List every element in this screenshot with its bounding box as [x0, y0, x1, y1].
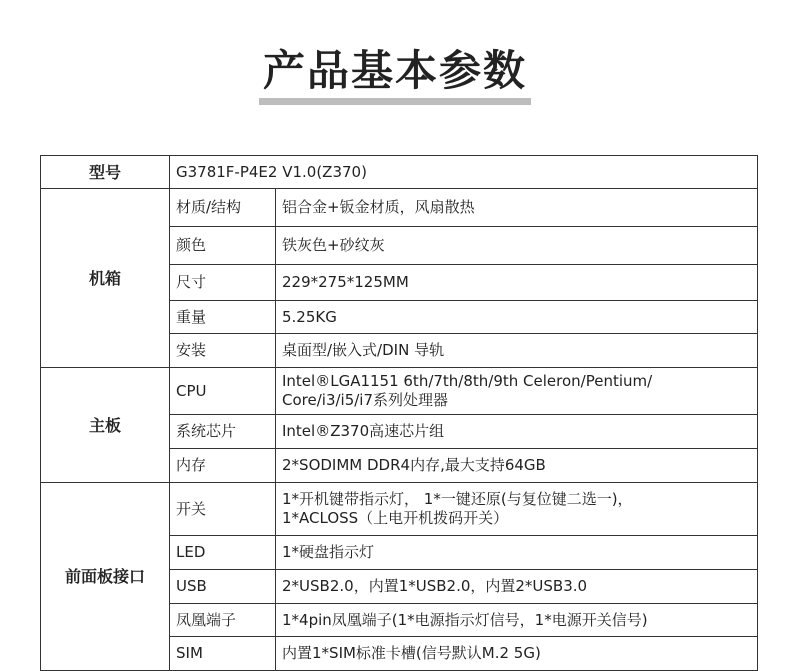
- spec-value: 229*275*125MM: [276, 265, 758, 301]
- spec-key: 尺寸: [170, 265, 276, 301]
- spec-value-line: Intel®LGA1151 6th/7th/8th/9th Celeron/Pentium/: [282, 372, 653, 390]
- spec-key: SIM: [170, 637, 276, 671]
- front-panel-label: 前面板接口: [41, 483, 170, 671]
- spec-value: 桌面型/嵌入式/DIN 导轨: [276, 334, 758, 368]
- spec-value: [276, 368, 758, 415]
- model-label: 型号: [41, 156, 170, 189]
- spec-key: 内存: [170, 449, 276, 483]
- spec-value-line: 1*开机键带指示灯， 1*一键还原(与复位键二选一)，: [282, 490, 633, 508]
- spec-key: 重量: [170, 301, 276, 334]
- chassis-label: 机箱: [41, 189, 170, 368]
- spec-table: [40, 155, 758, 671]
- spec-key: 颜色: [170, 227, 276, 265]
- spec-key: 安装: [170, 334, 276, 368]
- spec-value: 内置1*SIM标准卡槽(信号默认M.2 5G): [276, 637, 758, 671]
- spec-value: 2*SODIMM DDR4内存,最大支持64GB: [276, 449, 758, 483]
- board-label: 主板: [41, 368, 170, 483]
- spec-value: 2*USB2.0，内置1*USB2.0，内置2*USB3.0: [276, 570, 758, 604]
- spec-key: 开关: [170, 483, 276, 536]
- spec-key: 凤凰端子: [170, 604, 276, 637]
- page-title: 产品基本参数: [262, 46, 527, 95]
- spec-key: LED: [170, 536, 276, 570]
- spec-value: [276, 483, 758, 536]
- table-row: [41, 368, 758, 415]
- spec-value: 1*4pin凤凰端子(1*电源指示灯信号，1*电源开关信号): [276, 604, 758, 637]
- spec-value: Intel®Z370高速芯片组: [276, 415, 758, 449]
- table-row: [41, 483, 758, 536]
- spec-key: CPU: [170, 368, 276, 415]
- spec-value: 铁灰色+砂纹灰: [276, 227, 758, 265]
- table-row: [41, 156, 758, 189]
- spec-key: USB: [170, 570, 276, 604]
- spec-value-line: 1*ACLOSS（上电开机拨码开关）: [282, 509, 509, 527]
- spec-key: 系统芯片: [170, 415, 276, 449]
- title-underline: [259, 98, 531, 105]
- spec-value: 1*硬盘指示灯: [276, 536, 758, 570]
- table-row: [41, 189, 758, 227]
- spec-value-line: Core/i3/i5/i7系列处理器: [282, 391, 449, 409]
- spec-value: 铝合金+钣金材质，风扇散热: [276, 189, 758, 227]
- spec-value: 5.25KG: [276, 301, 758, 334]
- model-value: G3781F-P4E2 V1.0(Z370): [170, 156, 758, 189]
- spec-key: 材质/结构: [170, 189, 276, 227]
